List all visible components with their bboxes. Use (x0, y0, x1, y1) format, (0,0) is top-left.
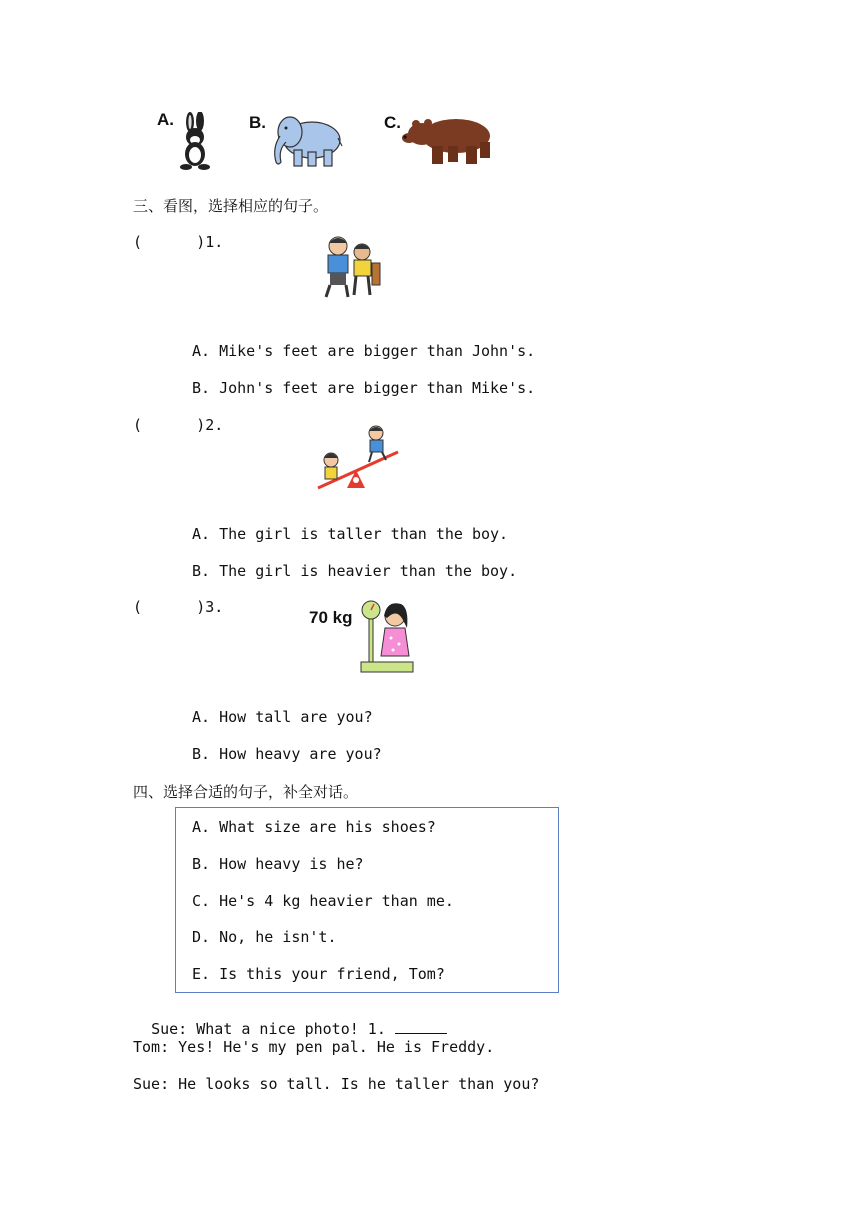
option-a-label: A. (157, 110, 174, 129)
choice-a: A. What size are his shoes? (192, 818, 436, 836)
bear-icon (402, 112, 494, 168)
option-c-label: C. (384, 113, 401, 132)
dialogue-line-2: Tom: Yes! He's my pen pal. He is Freddy. (133, 1038, 495, 1056)
choice-e: E. Is this your friend, Tom? (192, 965, 445, 983)
section3-heading: 三、看图，选择相应的句子。 (133, 197, 329, 215)
question-2-option-a: A. The girl is taller than the boy. (192, 525, 509, 543)
rabbit-icon (176, 112, 214, 170)
question-3-option-b: B. How heavy are you? (192, 745, 382, 763)
option-b-label: B. (249, 113, 266, 132)
question-3-option-a: A. How tall are you? (192, 708, 373, 726)
two-boys-sitting-illustration (318, 233, 384, 301)
question-2-option-b: B. The girl is heavier than the boy. (192, 562, 518, 580)
question-1-option-a: A. Mike's feet are bigger than John's. (192, 342, 536, 360)
choice-b: B. How heavy is he? (192, 855, 364, 873)
section4-heading: 四、选择合适的句子，补全对话。 (133, 783, 359, 801)
dialogue-line-1 (133, 1001, 447, 1038)
elephant-icon (268, 112, 344, 170)
question-2-number: ( )2. (133, 416, 224, 434)
answer-blank-1[interactable] (395, 1019, 447, 1034)
seesaw-illustration (314, 422, 402, 492)
choice-d: D. No, he isn't. (192, 928, 337, 946)
question-1-option-b: B. John's feet are bigger than Mike's. (192, 379, 536, 397)
question-3-number: ( )3. (133, 598, 224, 616)
girl-on-scale-illustration (357, 598, 415, 676)
dialogue-line-3: Sue: He looks so tall. Is he taller than you? (133, 1075, 540, 1093)
question-1-number: ( )1. (133, 233, 224, 251)
choice-c: C. He's 4 kg heavier than me. (192, 892, 454, 910)
scale-weight-label: 70 kg (309, 608, 353, 627)
dialogue-line-1-text: Sue: What a nice photo! 1. (151, 1020, 395, 1038)
